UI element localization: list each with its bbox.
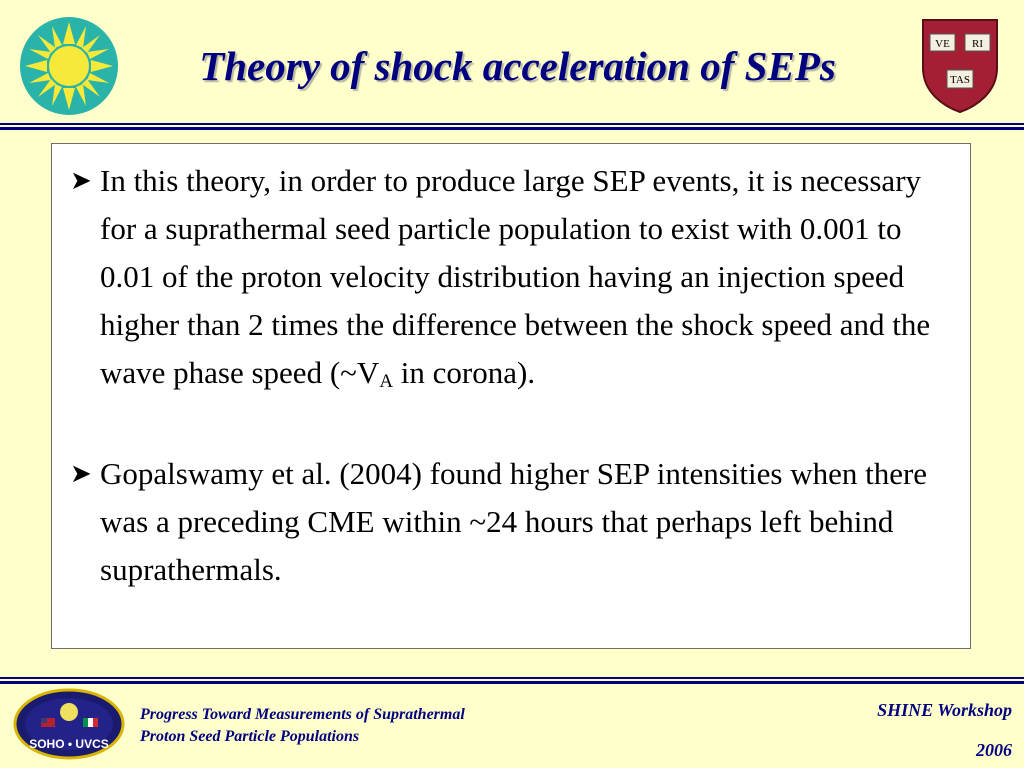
list-item [64,157,954,397]
arrow-bullet-icon: ➤ [70,166,92,195]
bullet-text: In this theory, in order to produce large SEP events, it is necessary for a suprathermal seed particle population to exist with 0.001 to 0.01 of the proton velocity distribution having an injection speed higher than 2 times the difference between the shock speed and the wave phase speed ($\sim V_A$ in corona). [100,163,931,392]
shield-word-ve: VE [935,38,950,50]
footer-divider [0,677,1024,685]
sun-logo-icon [19,16,119,116]
footer-caption-line2: Proton Seed Particle Populations [140,728,360,745]
footer-workshop: SHINE Workshop [877,700,1012,720]
header-divider [0,123,1024,131]
footer-event [792,698,1012,762]
bullet-text: Gopalswamy et al. (2004) found higher SEP intensities when there was a preceding CME within ~24 hours that perhaps left behind suprathermals. [100,456,928,587]
soho-uvcs-logo-icon [13,688,125,760]
footer-caption-line1: Progress Toward Measurements of Suprathermal [140,706,465,723]
shield-word-ri: RI [972,38,983,50]
harvard-shield-icon [919,16,1001,114]
content-box [51,143,971,649]
shield-word-tas: TAS [950,74,970,86]
subscript-a: A [379,371,394,392]
arrow-bullet-icon: ➤ [70,459,92,488]
page-title: Theory of shock acceleration of SEPs [199,43,836,89]
footer-year: 2006 [976,740,1012,760]
logo-text: SOHO • UVCS [29,737,109,751]
list-item [64,450,954,594]
footer-caption [140,704,580,748]
